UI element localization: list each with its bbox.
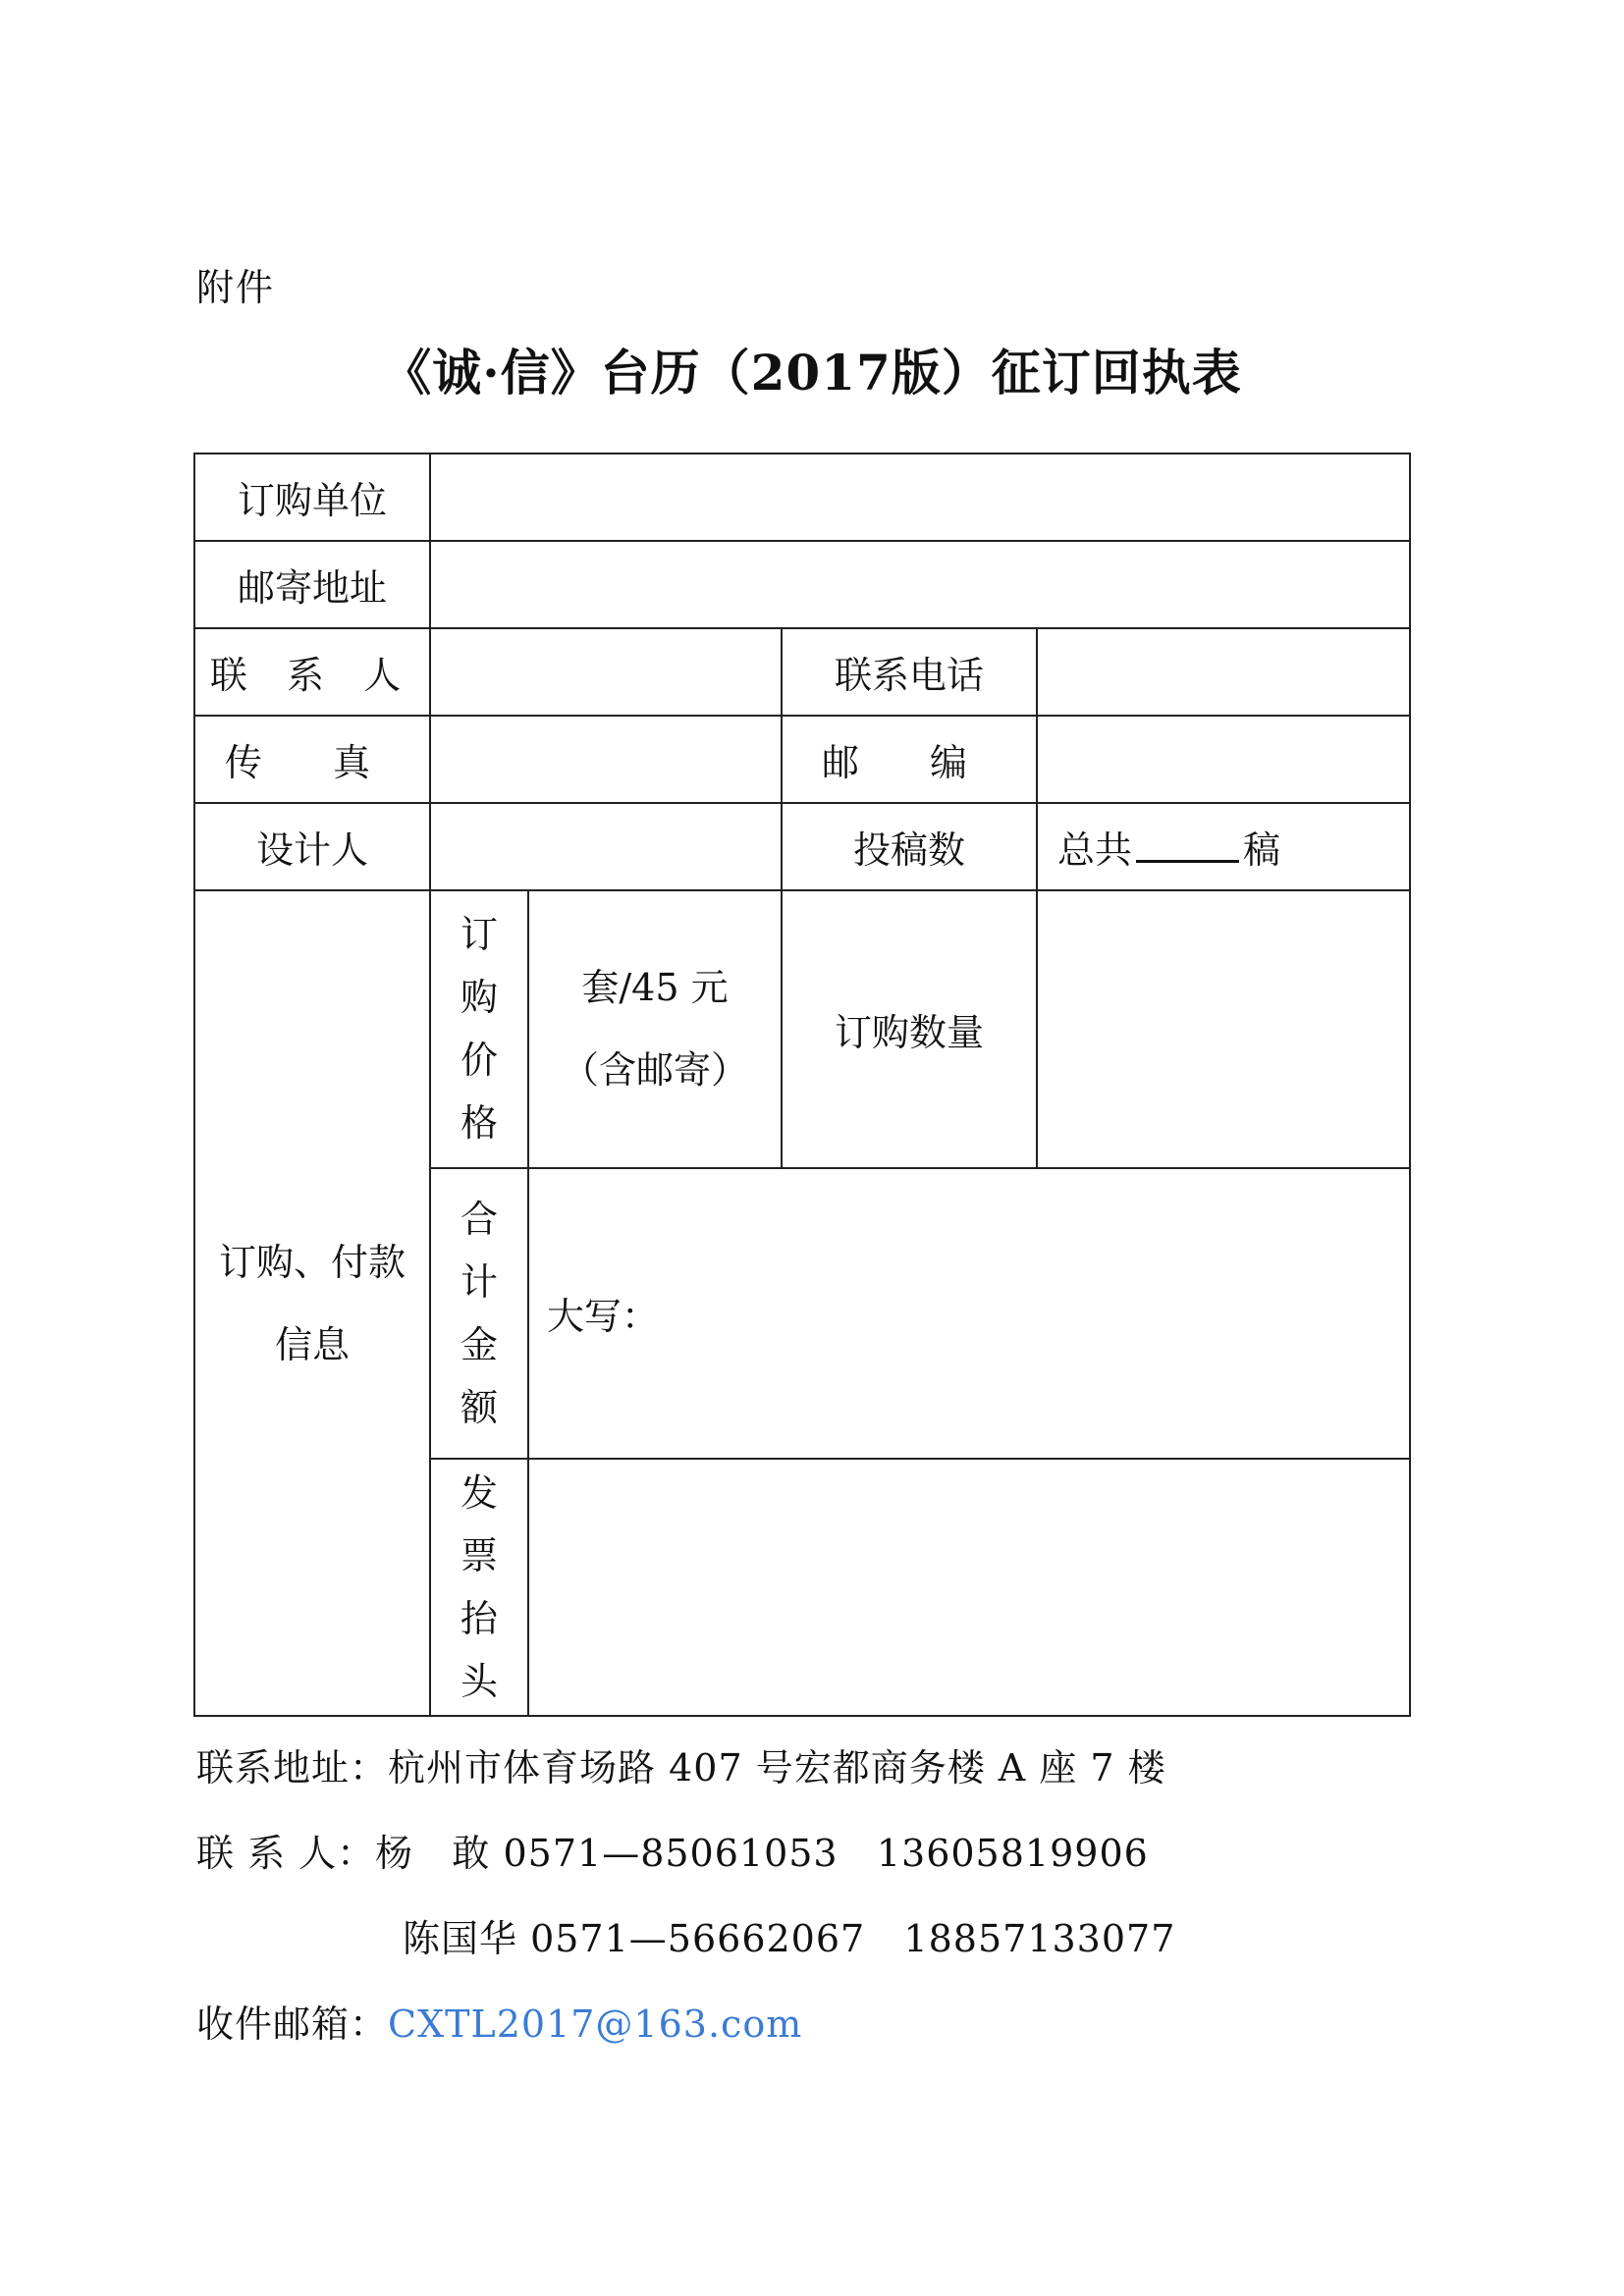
- price-value-line2: （含邮寄）: [561, 1048, 748, 1093]
- order-unit-field[interactable]: [430, 454, 1410, 541]
- designer-field[interactable]: [430, 803, 782, 890]
- contact-phone-label: 联系电话: [782, 628, 1037, 716]
- postcode-label: 邮 编: [782, 716, 1037, 803]
- contact-person-2: 陈国华 0571—56662067 18857133077: [403, 1917, 1176, 1960]
- contact-person-1: 杨 敢 0571—85061053 13605819906: [375, 1832, 1149, 1875]
- invoice-label-char: 抬: [460, 1596, 498, 1640]
- mail-address-label: 邮寄地址: [194, 541, 430, 628]
- total-label-char: 合: [460, 1197, 498, 1241]
- price-label-char: 购: [460, 976, 498, 1020]
- page-title: 《诚·信》台历（2017版）征订回执表: [382, 344, 1242, 401]
- contact-person-field[interactable]: [430, 628, 782, 716]
- contact-phone-field[interactable]: [1037, 628, 1410, 716]
- submission-total-prefix: 总共: [1057, 828, 1133, 873]
- price-label-char: 价: [460, 1039, 498, 1083]
- postcode-field[interactable]: [1037, 716, 1410, 803]
- order-payment-label: [194, 890, 430, 1716]
- order-payment-label-line2: 信息: [274, 1322, 350, 1366]
- order-qty-label: 订购数量: [782, 890, 1037, 1167]
- submission-count-label: 投稿数: [782, 803, 1037, 890]
- invoice-title-field[interactable]: [528, 1459, 1410, 1716]
- price-label-char: 格: [460, 1101, 498, 1146]
- total-label-char: 计: [460, 1259, 498, 1304]
- invoice-label: [430, 1459, 528, 1716]
- total-amount-field[interactable]: [528, 1168, 1410, 1459]
- mail-address-field[interactable]: [430, 541, 1410, 628]
- submission-total-blank[interactable]: [1136, 827, 1239, 863]
- total-label: [430, 1168, 528, 1459]
- invoice-label-char: 票: [460, 1533, 498, 1577]
- order-qty-field[interactable]: [1037, 890, 1410, 1167]
- price-label: [430, 890, 528, 1167]
- submission-count-field: [1037, 803, 1410, 890]
- contact-person-line: [196, 1823, 1149, 1877]
- order-unit-label: 订购单位: [194, 454, 430, 541]
- invoice-label-char: 头: [460, 1659, 498, 1703]
- submission-total-suffix: 稿: [1243, 828, 1281, 873]
- designer-label: 设计人: [194, 803, 430, 890]
- order-form-table: [193, 453, 1411, 1717]
- contact-person-info-label: 联 系 人：: [196, 1832, 376, 1875]
- contact-address-label: 联系地址：: [196, 1746, 389, 1789]
- invoice-label-char: 发: [460, 1470, 498, 1515]
- email-line: [196, 1994, 802, 2048]
- email-label: 收件邮箱：: [196, 2002, 389, 2046]
- total-label-char: 金: [460, 1322, 498, 1366]
- price-value-line1: 套/45 元: [581, 966, 729, 1010]
- fax-field[interactable]: [430, 716, 782, 803]
- annex-label: 附件: [196, 266, 276, 309]
- contact-address-value: 杭州市体育场路 407 号宏都商务楼 A 座 7 楼: [388, 1746, 1166, 1789]
- total-label-char: 额: [460, 1385, 498, 1429]
- total-capital-label: 大写：: [547, 1295, 660, 1339]
- contact-person-label: 联 系 人: [194, 628, 430, 716]
- order-payment-label-line1: 订购、付款: [218, 1240, 406, 1284]
- email-link[interactable]: CXTL2017@163.com: [388, 2002, 803, 2046]
- contact-address-line: [196, 1737, 1166, 1791]
- price-value: [528, 890, 782, 1167]
- price-label-char: 订: [460, 913, 498, 957]
- fax-label: 传 真: [194, 716, 430, 803]
